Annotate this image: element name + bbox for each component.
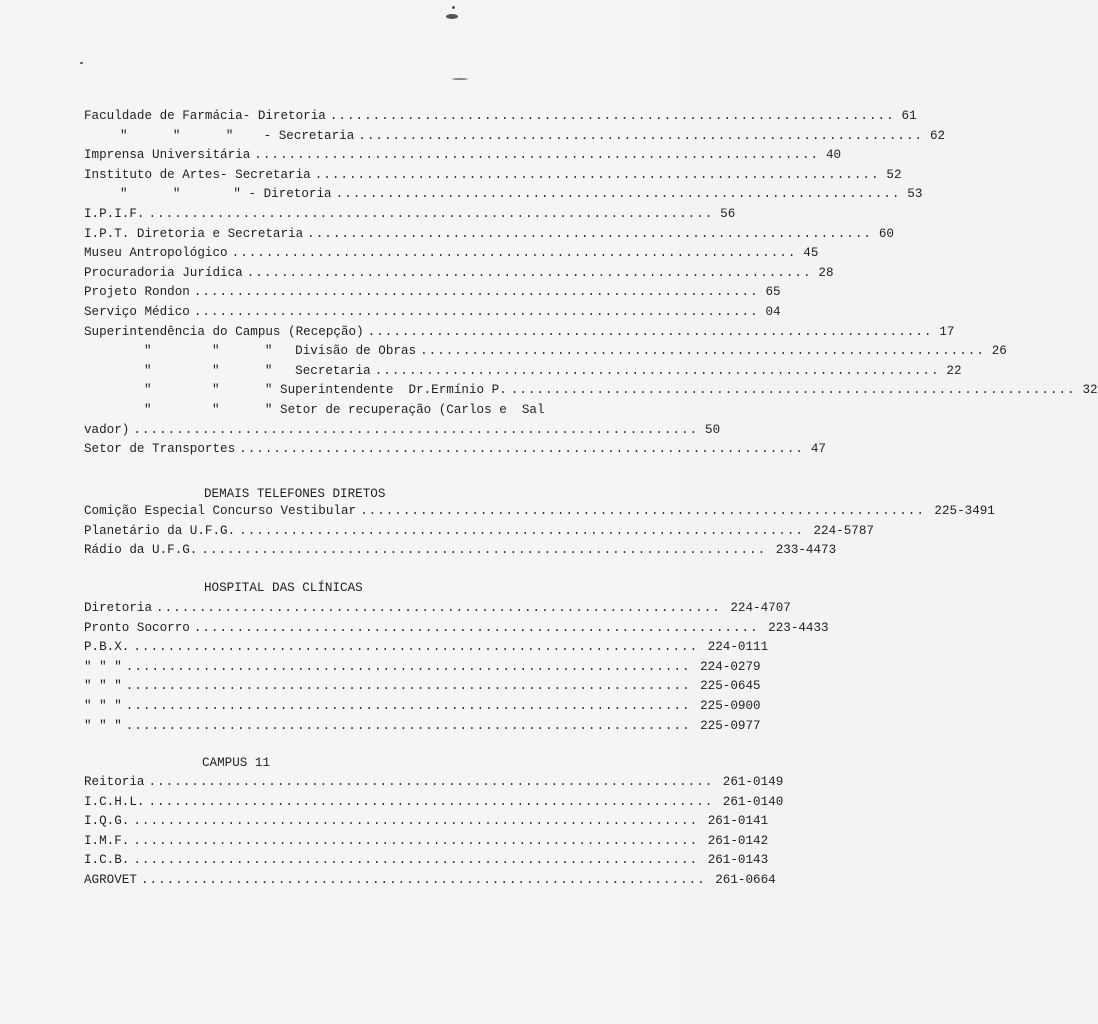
entry-label: Serviço Médico	[84, 304, 190, 319]
entry-label: vador)	[84, 422, 130, 437]
list-item	[84, 677, 761, 697]
leader-dots: ..................................................................	[156, 601, 721, 615]
entry-label: " " " Setor de recuperação (Carlos e Sal	[144, 402, 545, 417]
entry-label: AGROVET	[84, 872, 137, 887]
leader-dots: ..................................................................	[254, 148, 820, 163]
phone-number: 261-0664	[715, 872, 776, 887]
leader-dots: ..................................................................	[367, 324, 933, 339]
phone-number: 261-0140	[722, 794, 784, 809]
entry-label: I.P.I.F.	[84, 206, 145, 221]
list-item	[84, 225, 894, 245]
leader-dots: ..................................................................	[510, 383, 1076, 398]
hospital-list	[84, 599, 829, 736]
list-item	[84, 146, 842, 166]
list-item	[84, 717, 761, 737]
list-item	[84, 793, 784, 813]
list-item	[84, 107, 917, 127]
leader-dots: ..................................................................	[133, 833, 699, 848]
entry-label: Planetário da U.F.G.	[84, 523, 236, 538]
extension-number: 56	[720, 206, 736, 221]
leader-dots: ..................................................................	[329, 109, 895, 123]
phone-number: 224-4707	[730, 601, 791, 615]
campus-list	[84, 773, 784, 891]
list-item	[84, 244, 819, 264]
phone-number: 225-0645	[700, 679, 761, 694]
entry-label: Imprensa Universitária	[84, 148, 251, 163]
entry-label: Setor de Transportes	[84, 442, 236, 457]
extension-number: 61	[901, 109, 917, 123]
leader-dots: ..................................................................	[360, 504, 925, 518]
leader-dots: ..................................................................	[133, 853, 699, 868]
extension-number: 40	[825, 148, 842, 163]
scan-speck	[446, 14, 458, 19]
list-item	[84, 342, 1007, 362]
list-item	[84, 541, 837, 561]
section-heading-hospital: HOSPITAL DAS CLÍNICAS	[204, 581, 363, 595]
leader-dots: ..................................................................	[193, 620, 759, 635]
list-item	[84, 205, 736, 225]
direct-phones-list	[84, 502, 995, 561]
scan-speck	[452, 6, 455, 9]
leader-dots: ..................................................................	[201, 543, 767, 558]
phone-number: 224-5787	[813, 523, 874, 538]
department-list	[84, 107, 1098, 460]
phone-number: 224-0111	[707, 640, 769, 655]
entry-label: Instituto de Artes- Secretaria	[84, 167, 311, 182]
entry-label: Projeto Rondon	[84, 285, 190, 300]
extension-number: 32	[1082, 383, 1098, 398]
leader-dots: ..................................................................	[314, 167, 880, 182]
list-item	[84, 812, 769, 832]
entry-label: Museu Antropológico	[84, 246, 228, 261]
entry-label: I.M.F.	[84, 833, 130, 848]
entry-label: Diretoria	[84, 601, 153, 615]
list-item	[84, 638, 769, 658]
extension-number: 28	[818, 265, 834, 280]
leader-dots: ..................................................................	[239, 523, 804, 538]
entry-label: Reitoria	[84, 775, 145, 789]
entry-label: " " " - Secretaria	[120, 128, 355, 143]
leader-dots: ..................................................................	[133, 422, 699, 437]
entry-label: Superintendência do Campus (Recepção)	[84, 324, 364, 339]
entry-label: " " "	[84, 718, 122, 733]
leader-dots: ..................................................................	[148, 775, 714, 789]
entry-label: I.Q.G.	[84, 814, 130, 829]
entry-label: " " " Superintendente Dr.Ermínio P.	[144, 383, 507, 398]
phone-number: 223-4433	[768, 620, 829, 635]
extension-number: 04	[765, 304, 781, 319]
leader-dots: ..................................................................	[125, 718, 691, 733]
list-item	[84, 832, 769, 852]
extension-number: 47	[810, 442, 826, 457]
entry-label: " " " Divisão de Obras	[144, 344, 417, 359]
leader-dots: ..................................................................	[148, 794, 714, 809]
list-item	[84, 166, 902, 186]
extension-number: 60	[878, 226, 894, 241]
leader-dots: ..................................................................	[231, 246, 797, 261]
leader-dots: ..................................................................	[193, 304, 759, 319]
leader-dots: ..................................................................	[246, 265, 812, 280]
leader-dots: ..................................................................	[193, 285, 759, 300]
list-item	[84, 658, 761, 678]
entry-label: " " "	[84, 698, 122, 713]
list-item	[84, 401, 558, 421]
phone-number: 261-0141	[707, 814, 769, 829]
leader-dots: ..................................................................	[125, 679, 691, 694]
list-item	[84, 283, 781, 303]
leader-dots: ..................................................................	[374, 363, 940, 378]
extension-number: 50	[705, 422, 721, 437]
list-item	[84, 522, 874, 542]
leader-dots: ..................................................................	[125, 659, 691, 674]
leader-dots: ..................................................................	[420, 344, 985, 359]
extension-number: 26	[991, 344, 1007, 359]
list-item	[84, 264, 834, 284]
phone-number: 225-3491	[934, 504, 995, 518]
leader-dots: ..................................................................	[133, 814, 699, 829]
extension-number: 17	[939, 324, 955, 339]
leader-dots: ..................................................................	[125, 698, 691, 713]
phone-number: 261-0143	[707, 853, 769, 868]
entry-label: I.C.B.	[84, 853, 130, 868]
entry-label: " " "	[84, 679, 122, 694]
list-item	[84, 440, 826, 460]
entry-label: P.B.X.	[84, 640, 130, 655]
extension-number: 65	[765, 285, 781, 300]
entry-label: I.C.H.L.	[84, 794, 145, 809]
list-item	[84, 599, 791, 619]
leader-dots: ..................................................................	[140, 872, 706, 887]
phone-number: 225-0900	[700, 698, 761, 713]
leader-dots: ..................................................................	[148, 206, 714, 221]
entry-label: Comição Especial Concurso Vestibular	[84, 504, 357, 518]
phone-number: 261-0149	[722, 775, 784, 789]
extension-number: 22	[946, 363, 962, 378]
leader-dots: ..................................................................	[335, 187, 901, 202]
list-item	[84, 381, 1098, 401]
list-item	[84, 127, 946, 147]
list-item	[84, 421, 721, 441]
scan-speck	[80, 62, 83, 64]
extension-number: 53	[907, 187, 923, 202]
list-item	[84, 502, 995, 522]
list-item	[84, 851, 769, 871]
entry-label: I.P.T. Diretoria e Secretaria	[84, 226, 304, 241]
list-item	[84, 362, 962, 382]
leader-dots: ..................................................................	[133, 640, 699, 655]
extension-number: 52	[886, 167, 902, 182]
phone-number: 225-0977	[700, 718, 761, 733]
leader-dots: ..................................................................	[239, 442, 804, 457]
entry-label: Faculdade de Farmácia- Diretoria	[84, 109, 326, 123]
list-item	[84, 773, 784, 793]
extension-number: 62	[929, 128, 946, 143]
entry-label: " " "	[84, 659, 122, 674]
list-item	[84, 303, 781, 323]
entry-label: " " " Secretaria	[144, 363, 371, 378]
extension-number: 45	[803, 246, 819, 261]
section-heading-campus: CAMPUS 11	[202, 756, 271, 770]
list-item	[84, 619, 829, 639]
list-item	[84, 871, 776, 891]
section-heading-direct-phones: DEMAIS TELEFONES DIRETOS	[204, 487, 386, 501]
list-item	[84, 185, 923, 205]
phone-number: 224-0279	[700, 659, 761, 674]
entry-label: Procuradoria Jurídica	[84, 265, 243, 280]
leader-dots: ..................................................................	[358, 128, 924, 143]
phone-number: 261-0142	[707, 833, 769, 848]
scan-speck	[452, 78, 468, 80]
entry-label: Pronto Socorro	[84, 620, 190, 635]
entry-label: " " " - Diretoria	[120, 187, 332, 202]
phone-number: 233-4473	[775, 543, 837, 558]
entry-label: Rádio da U.F.G.	[84, 543, 198, 558]
list-item	[84, 697, 761, 717]
leader-dots: ..................................................................	[307, 226, 872, 241]
list-item	[84, 323, 955, 343]
